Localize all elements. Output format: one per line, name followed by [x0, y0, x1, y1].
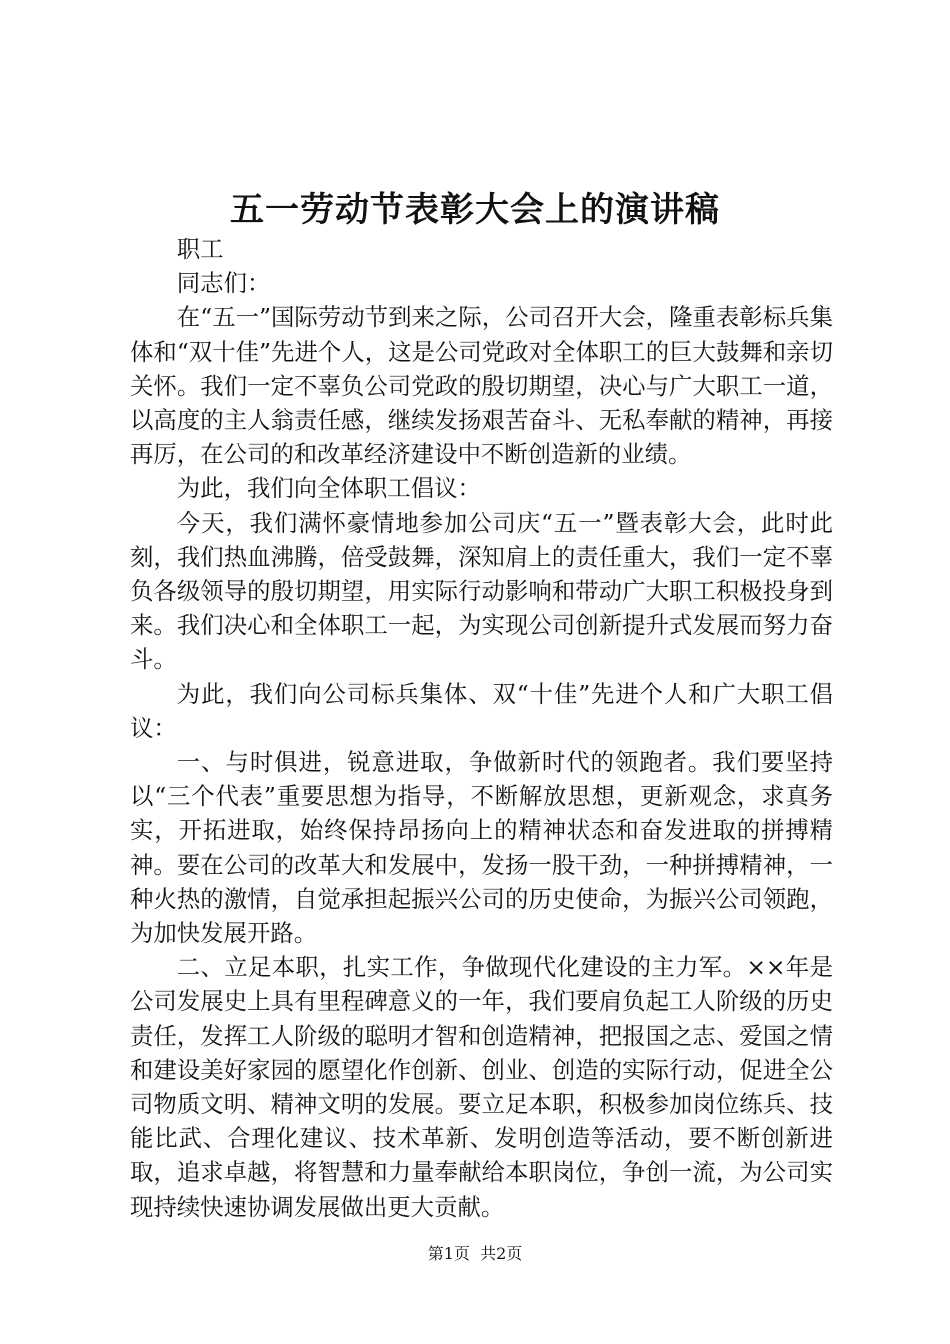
salutation-line-2: 同志们：	[176, 269, 271, 298]
page-number: 第1页 共2页	[427, 1244, 523, 1263]
body-paragraph: 为此，我们向公司标兵集体、双“十佳”先进个人和广大职工倡议：	[130, 679, 833, 742]
body-paragraph: 为此，我们向全体职工倡议：	[176, 474, 481, 503]
document-body	[130, 232, 833, 1224]
body-paragraph: 一、与时俱进，锐意进取，争做新时代的领跑者。我们要坚持以“三个代表”重要思想为指导，不断解放思想，更新观念，求真务实，开拓进取，始终保持昂扬向上的精神状态和奋发进取的拼搏精神。要在公司的改革大和发展中，发扬一股干劲，一种拼搏精神，一种火热的激情，自觉承担起振兴公司的历史使命，为振兴公司领跑，为加快发展开路。	[130, 748, 833, 948]
body-paragraph: 今天，我们满怀豪情地参加公司庆“五一”暨表彰大会，此时此刻，我们热血沸腾，倍受鼓舞，深知肩上的责任重大，我们一定不辜负各级领导的殷切期望，用实际行动影响和带动广大职工积极投身到来。我们决心和全体职工一起，为实现公司创新提升式发展而努力奋斗。	[130, 508, 833, 674]
document-title: 五一劳动节表彰大会上的演讲稿	[230, 190, 720, 230]
page-footer	[0, 1243, 950, 1265]
body-paragraph: 在“五一”国际劳动节到来之际，公司召开大会，隆重表彰标兵集体和“双十佳”先进个人，这是公司党政对全体职工的巨大鼓舞和亲切关怀。我们一定不辜负公司党政的殷切期望，决心与广大职工一道，以高度的主人翁责任感，继续发扬艰苦奋斗、无私奉献的精神，再接再厉，在公司的和改革经济建设中不断创造新的业绩。	[130, 303, 833, 469]
salutation-line-1: 职工	[176, 235, 224, 263]
body-paragraph: 二、立足本职，扎实工作，争做现代化建设的主力军。××年是公司发展史上具有里程碑意义的一年，我们要肩负起工人阶级的历史责任，发挥工人阶级的聪明才智和创造精神，把报国之志、爱国之情和建设美好家园的愿望化作创新、创业、创造的实际行动，促进全公司物质文明、精神文明的发展。要立足本职，积极参加岗位练兵、技能比武、合理化建议、技术革新、发明创造等活动，要不断创新进取，追求卓越，将智慧和力量奉献给本职岗位，争创一流，为公司实现持续快速协调发展做出更大贡献。	[130, 953, 833, 1221]
